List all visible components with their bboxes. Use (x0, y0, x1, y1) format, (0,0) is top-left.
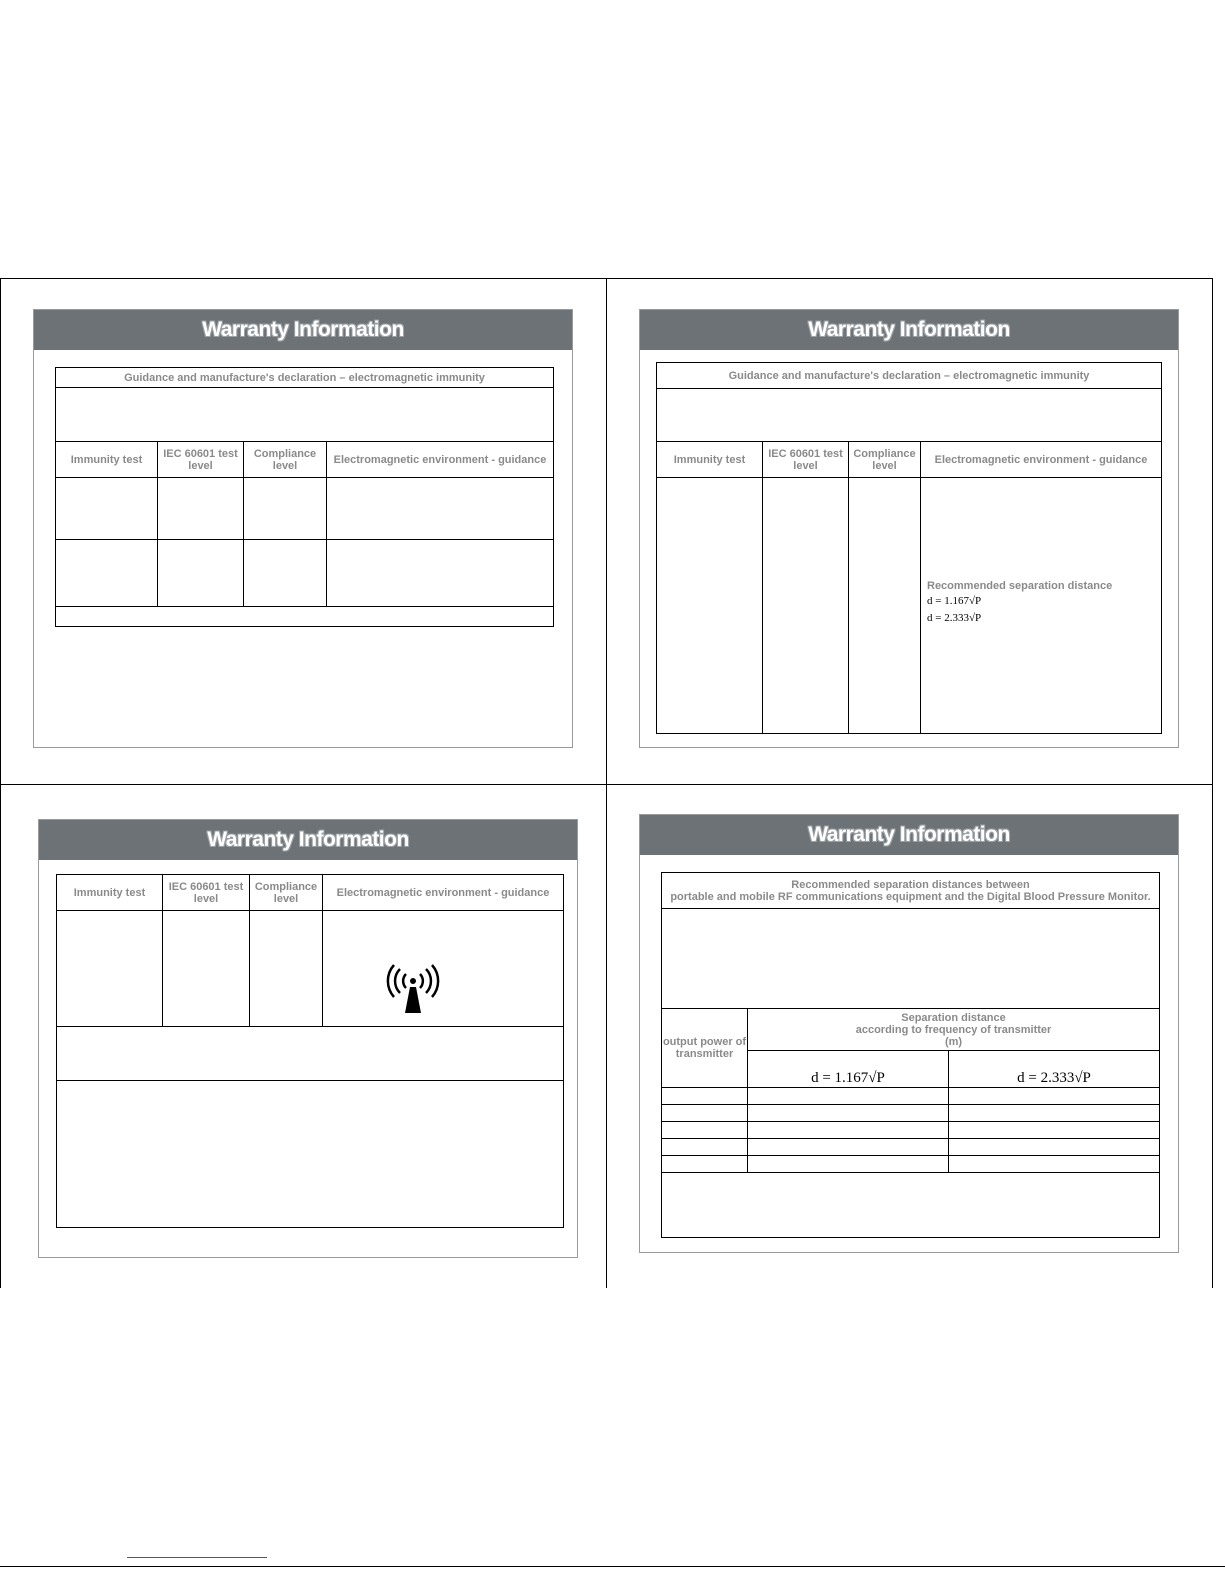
table-cell (163, 911, 250, 1027)
formula-2-text: d = 2.333√P (927, 612, 982, 624)
immunity-table (656, 362, 1162, 734)
table-intro-cell (657, 389, 1162, 442)
table-cell (57, 911, 163, 1027)
table-cell (949, 1139, 1160, 1156)
rf-transmitter-icon (385, 963, 441, 1015)
table-cell (763, 478, 849, 734)
immunity-table (55, 367, 554, 627)
table-cell (662, 1122, 748, 1139)
header-output-power: output power of transmitter (662, 1009, 748, 1088)
formula-1-text: d = 1.167√P (927, 595, 982, 607)
table-cell (949, 1122, 1160, 1139)
bottom-rule (0, 1566, 1225, 1567)
table-cell (748, 1105, 949, 1122)
table-cell (56, 540, 158, 607)
table-cell (244, 478, 327, 540)
formula-2-text: d = 2.333√P (1017, 1070, 1091, 1086)
link-underline (127, 1557, 267, 1558)
header-compliance-level: Compliance level (250, 875, 323, 911)
header-em-environment: Electromagnetic environment - guidance (327, 442, 554, 478)
horizontal-divider (0, 784, 1213, 785)
formula-2 (927, 612, 1161, 624)
panel-top-left (33, 309, 573, 748)
panel-bottom-left (38, 819, 578, 1258)
formula-1-text: d = 1.167√P (811, 1070, 885, 1086)
panel-title: Warranty Information (34, 310, 572, 350)
table-title (662, 873, 1160, 909)
header-immunity-test: Immunity test (657, 442, 763, 478)
separation-distance-table (661, 872, 1160, 1238)
table-note-cell (57, 1081, 564, 1228)
separation-line-2: according to frequency of transmitter (855, 1023, 1052, 1036)
header-separation-distance (748, 1009, 1160, 1051)
em-guidance-cell (323, 911, 564, 1027)
header-em-environment: Electromagnetic environment - guidance (323, 875, 564, 911)
table-cell (56, 478, 158, 540)
table-cell (748, 1088, 949, 1105)
table-cell (158, 478, 244, 540)
table-cell (327, 478, 554, 540)
table-intro-cell (662, 909, 1160, 1009)
panel-title: Warranty Information (640, 815, 1178, 855)
separation-line-1: Separation distance (901, 1011, 1006, 1024)
panel-bottom-right (639, 814, 1179, 1253)
table-cell (244, 540, 327, 607)
vertical-divider (606, 278, 607, 1288)
table-title: Guidance and manufacture's declaration – electromagnetic immunity (657, 363, 1162, 389)
table-cell (949, 1105, 1160, 1122)
header-immunity-test: Immunity test (56, 442, 158, 478)
table-cell (662, 1156, 748, 1173)
header-iec-test-level: IEC 60601 test level (158, 442, 244, 478)
table-cell (662, 1139, 748, 1156)
header-compliance-level: Compliance level (244, 442, 327, 478)
table-cell (748, 1156, 949, 1173)
header-iec-test-level: IEC 60601 test level (163, 875, 250, 911)
header-compliance-level: Compliance level (849, 442, 921, 478)
recommended-distance-label: Recommended separation distance (927, 580, 1113, 592)
em-guidance-cell (921, 478, 1162, 734)
table-title: Guidance and manufacture's declaration – electromagnetic immunity (56, 368, 554, 388)
immunity-table (56, 874, 564, 1228)
table-cell (250, 911, 323, 1027)
table-cell (657, 478, 763, 734)
table-title-line-1: Recommended separation distances between (791, 878, 1030, 891)
table-title-line-2: portable and mobile RF communications equipment and the Digital Blood Pressure Monitor. (670, 890, 1151, 903)
table-cell (748, 1122, 949, 1139)
header-immunity-test: Immunity test (57, 875, 163, 911)
table-note-cell (662, 1173, 1160, 1238)
formula-1 (927, 595, 1161, 607)
table-note-cell (56, 607, 554, 627)
table-cell (662, 1105, 748, 1122)
panel-title: Warranty Information (39, 820, 577, 860)
panel-title: Warranty Information (640, 310, 1178, 350)
header-em-environment: Electromagnetic environment - guidance (921, 442, 1162, 478)
header-iec-test-level: IEC 60601 test level (763, 442, 849, 478)
table-cell (949, 1156, 1160, 1173)
table-cell (949, 1088, 1160, 1105)
table-cell (327, 540, 554, 607)
panel-top-right (639, 309, 1179, 748)
table-note-cell (57, 1027, 564, 1081)
table-cell (748, 1139, 949, 1156)
formula-cell-1 (748, 1051, 949, 1088)
separation-line-3: (m) (944, 1035, 963, 1048)
table-intro-cell (56, 388, 554, 442)
table-cell (662, 1088, 748, 1105)
table-cell (849, 478, 921, 734)
table-cell (158, 540, 244, 607)
formula-cell-2 (949, 1051, 1160, 1088)
